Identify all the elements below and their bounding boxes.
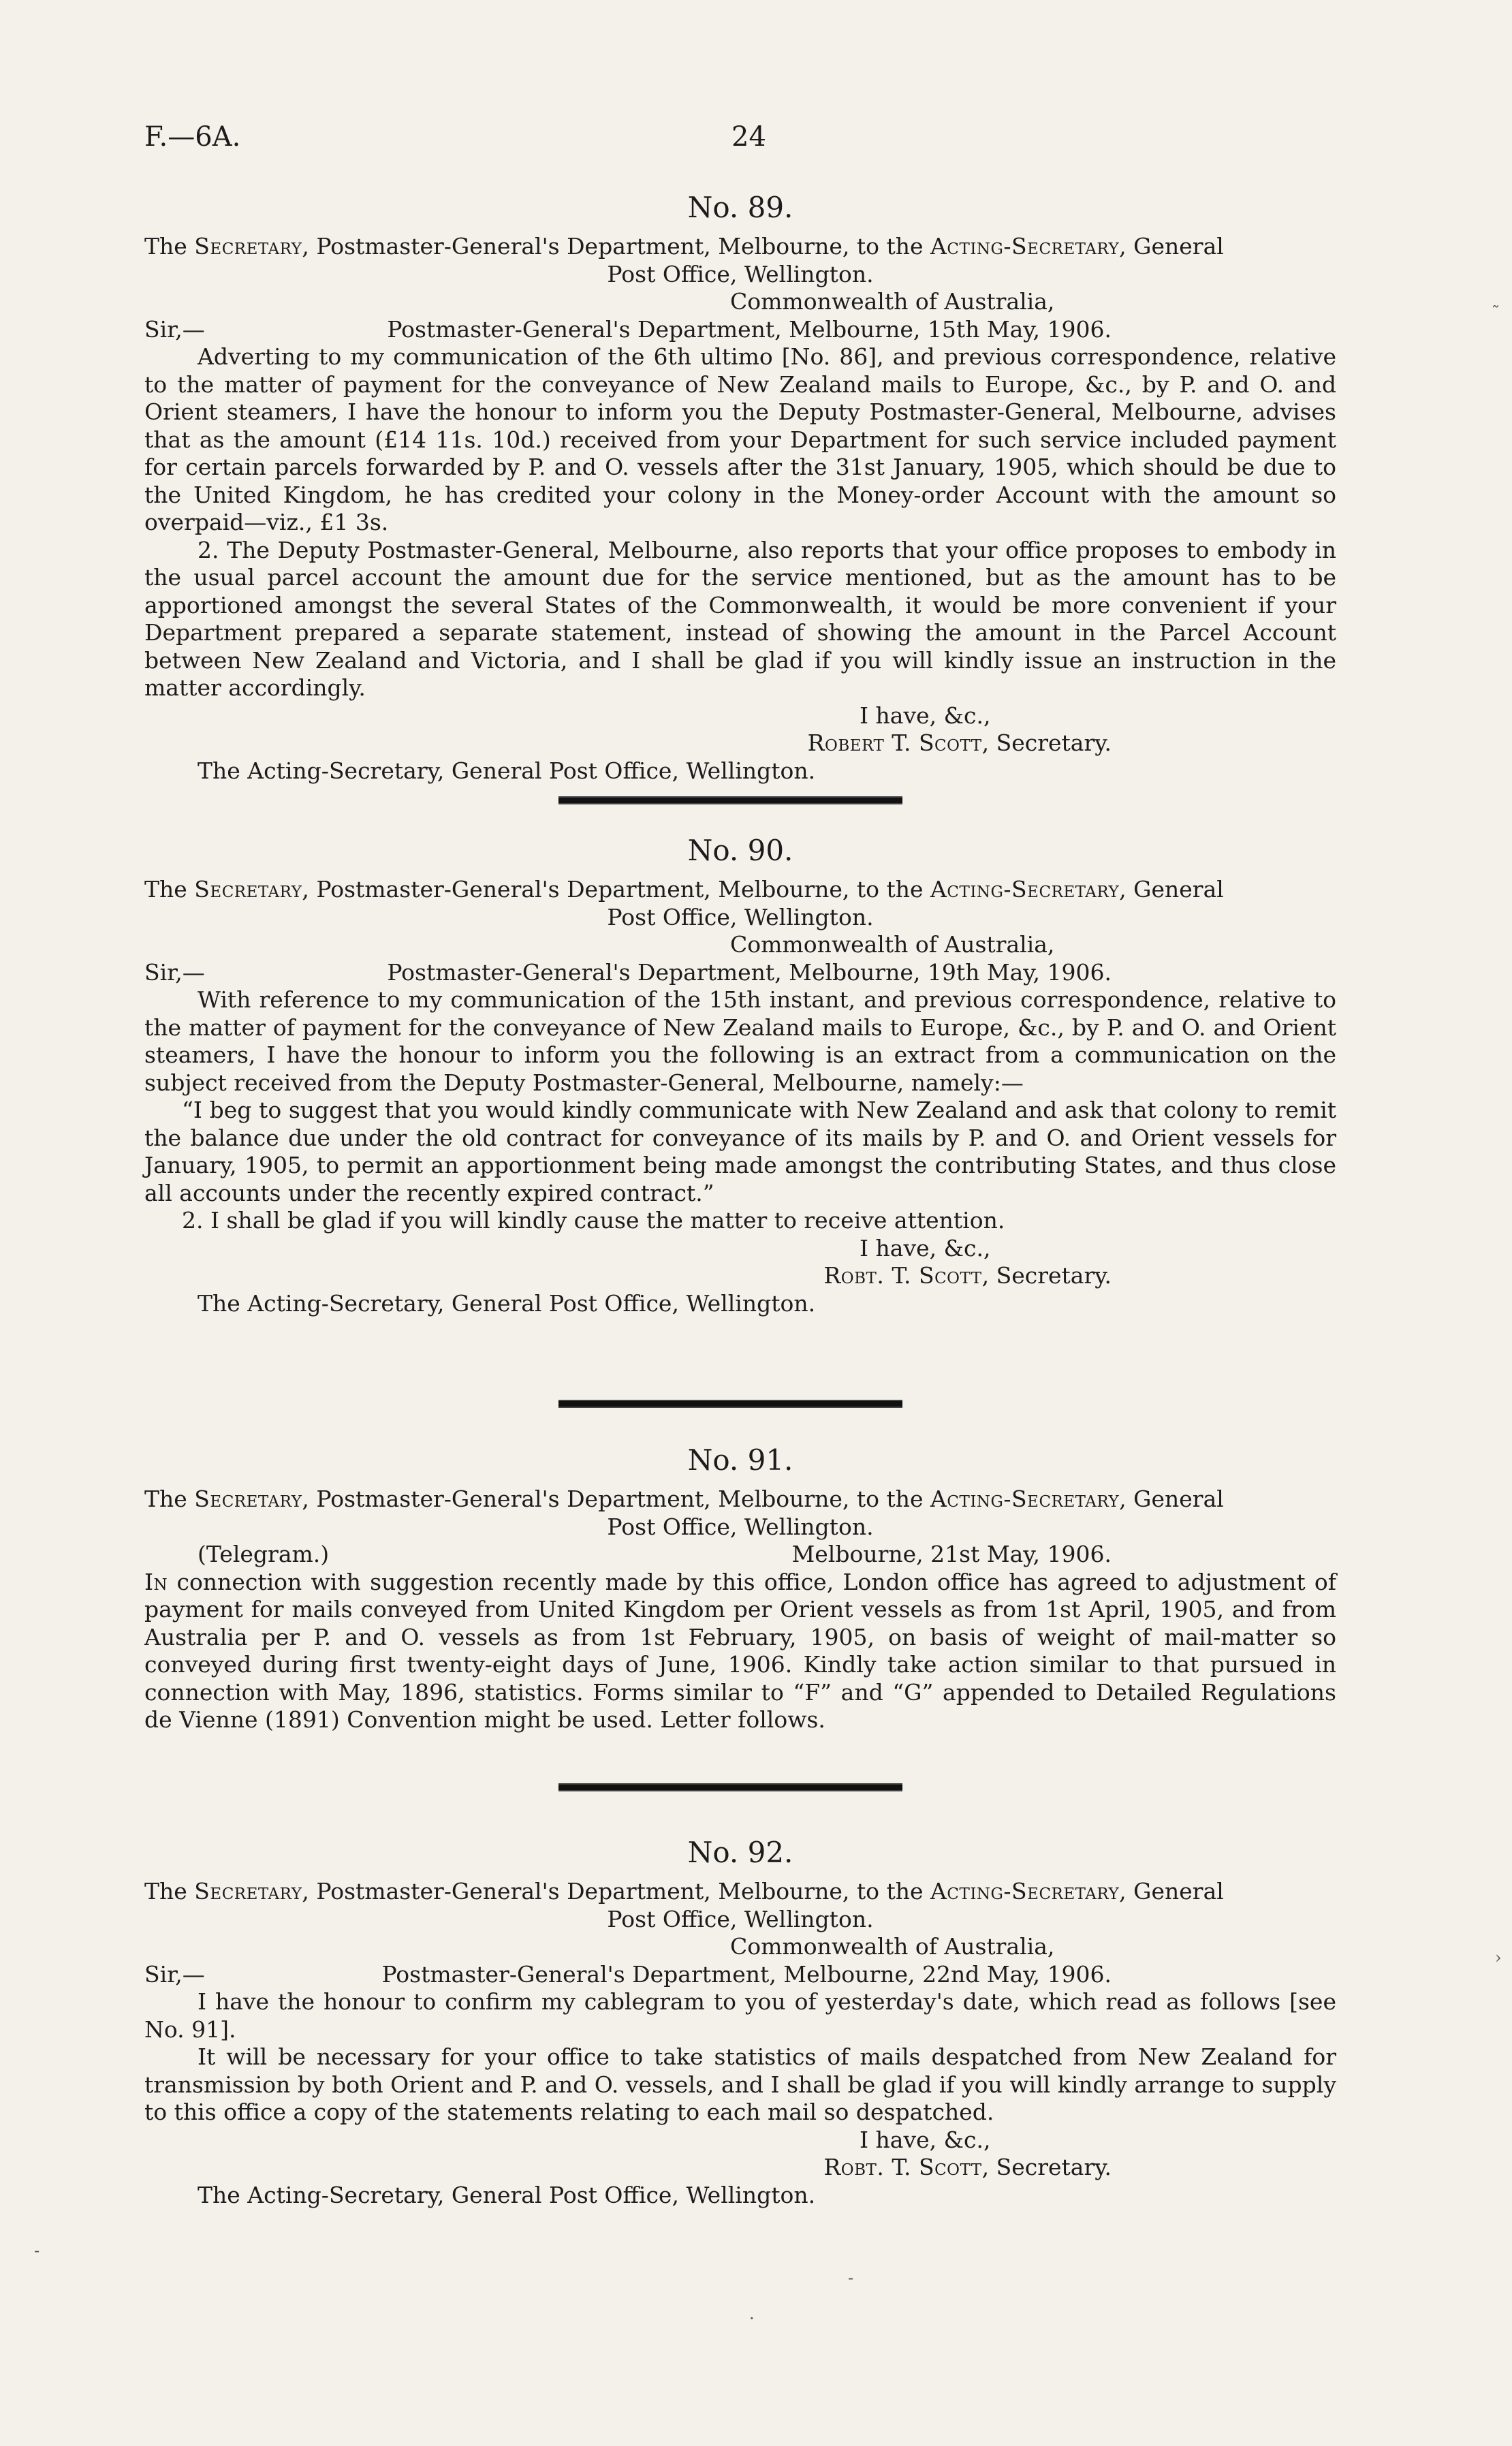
paragraph: 2. The Deputy Postmaster-General, Melbourne, also reports that your office proposes to embody in the usual parcel account the amount due for the service mentioned, but as the amount has to be apportioned amongst the several States of the Commonwealth, it would be more convenient if your Department prepared a separate statement, instead of showing the amount in the Parcel Account between New Zealand and Victoria, and I shall be glad if you will kindly issue an instruction in the matter accordingly. xyxy=(144,536,1336,701)
paragraph: It will be necessary for your office to take statistics of mails despatched from New Zealand for transmission by both Orient and P. and O. vessels, and I shall be glad if you will kindly arrange to supply to this office a copy of the statements relating to each mail so despatched. xyxy=(144,2043,1336,2125)
letter-heading: The Secretary, Postmaster-General's Department, Melbourne, to the Acting-Secretary, General Post Office, Wellington. xyxy=(144,876,1224,930)
scan-speck: - xyxy=(848,2268,854,2287)
paragraph: 2. I shall be glad if you will kindly cause the matter to receive attention. xyxy=(182,1207,1005,1234)
closing: I have, &c., xyxy=(860,702,991,729)
telegram-body: In connection with suggestion recently made by this office, London office has agreed to adjustment of payment for mails conveyed from United Kingdom per Orient vessels as from 1st April, 1905, and from Australia per P. and O. vessels as from 1st February, 1905, on basis of weight of mail-matter so conveyed during first twenty-eight days of June, 1906. Kindly take action similar to that pursued in connection with May, 1896, statistics. Forms similar to “F” and “G” appended to Detailed Regulations de Vienne (1891) Convention might be used. Letter follows. xyxy=(144,1568,1336,1733)
letter-number: No. 91. xyxy=(687,1443,793,1477)
letter-heading: The Secretary, Postmaster-General's Department, Melbourne, to the Acting-Secretary, General Post Office, Wellington. xyxy=(144,1486,1224,1540)
signature: Robt. T. Scott, Secretary. xyxy=(823,2154,1112,2180)
scan-speck: › xyxy=(1495,1948,1502,1967)
telegram-line xyxy=(144,1541,1336,1569)
paragraph: I have the honour to confirm my cablegram to you of yesterday's date, which read as follows [see No. 91]. xyxy=(144,1988,1336,2043)
addressee: The Acting-Secretary, General Post Office, Wellington. xyxy=(198,757,816,784)
salutation: Sir,— xyxy=(144,958,205,986)
letter-number: No. 89. xyxy=(687,191,793,224)
page-header xyxy=(144,121,1336,162)
salutation: Sir,— xyxy=(144,315,205,343)
addressee: The Acting-Secretary, General Post Office, Wellington. xyxy=(198,2181,816,2208)
letter-number: No. 90. xyxy=(687,834,793,867)
dateline: Commonwealth of Australia, Sir,— Postmaster-General's Department, Melbourne, 15th May, 1906. xyxy=(144,288,1112,343)
scan-speck: ˜ xyxy=(1492,303,1500,322)
letter-number: No. 92. xyxy=(687,1836,793,1869)
section-divider xyxy=(558,1783,902,1791)
section-divider xyxy=(558,1400,902,1408)
telegram-date: Melbourne, 21st May, 1906. xyxy=(791,1541,1112,1567)
signature: Robt. T. Scott, Secretary. xyxy=(823,1262,1112,1289)
letter-no-91 xyxy=(144,1445,1336,1734)
scan-speck: - xyxy=(34,2241,40,2260)
closing: I have, &c., xyxy=(860,1234,991,1261)
signature: Robert T. Scott, Secretary. xyxy=(807,730,1112,756)
letter-no-92 xyxy=(144,1837,1336,2209)
telegram-label: (Telegram.) xyxy=(198,1541,330,1567)
paragraph: With reference to my communication of the 15th instant, and previous correspondence, relative to the matter of payment for the conveyance of New Zealand mails to Europe, &c., by P. and O. and Orient steamers, I have the honour to inform you the following is an extract from a communication on the subject received from the Deputy Postmaster-General, Melbourne, namely:— xyxy=(144,986,1336,1096)
dateline: Commonwealth of Australia, Sir,— Postmaster-General's Department, Melbourne, 19th May, 1906. xyxy=(144,931,1112,986)
salutation: Sir,— xyxy=(144,1960,205,1988)
letter-no-90 xyxy=(144,835,1336,1317)
paragraph: Adverting to my communication of the 6th ultimo [No. 86], and previous correspondence, relative to the matter of payment for the conveyance of New Zealand mails to Europe, &c., by P. and O. and Orient steamers, I have the honour to inform you the Deputy Postmaster-General, Melbourne, advises that as the amount (£14 11s. 10d.) received from your Department for such service included payment for certain parcels forwarded by P. and O. vessels after the 31st January, 1905, which should be due to the United Kingdom, he has credited your colony in the Money-order Account with the amount so overpaid—viz., £1 3s. xyxy=(144,343,1336,535)
section-divider xyxy=(558,796,902,804)
quotation: “I beg to suggest that you would kindly communicate with New Zealand and ask that colony to remit the balance due under the old contract for conveyance of its mails by P. and O. and Orient vessels for January, 1905, to permit an apportionment being made amongst the contributing States, and thus close all accounts under the recently expired contract.” xyxy=(144,1097,1336,1206)
closing: I have, &c., xyxy=(860,2126,991,2153)
scan-speck: · xyxy=(749,2309,755,2328)
document-code: F.—6A. xyxy=(144,121,241,153)
dateline: Commonwealth of Australia, Sir,— Postmaster-General's Department, Melbourne, 22nd May, 1906. xyxy=(144,1933,1112,1988)
letter-no-89 xyxy=(144,192,1336,785)
addressee: The Acting-Secretary, General Post Office, Wellington. xyxy=(198,1289,816,1317)
letter-heading: The Secretary, Postmaster-General's Department, Melbourne, to the Acting-Secretary, General Post Office, Wellington. xyxy=(144,1878,1224,1932)
page-number: 24 xyxy=(731,121,766,153)
letter-heading: The Secretary, Postmaster-General's Department, Melbourne, to the Acting-Secretary, General Post Office, Wellington. xyxy=(144,233,1224,287)
